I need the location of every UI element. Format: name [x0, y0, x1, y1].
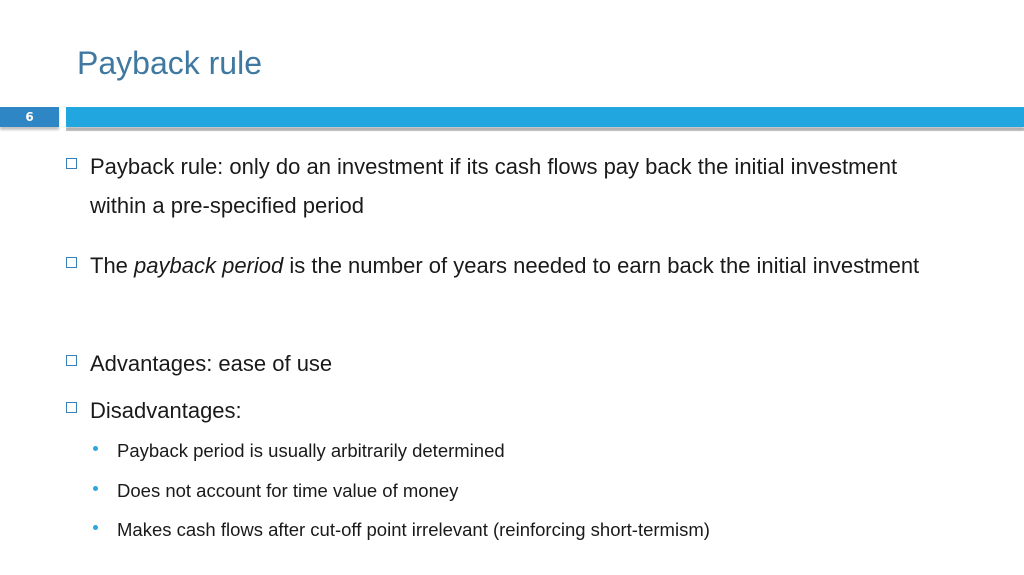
sub-bullet-item: Payback period is usually arbitrarily determined: [117, 440, 505, 461]
slide-number-box: [0, 107, 59, 127]
bullet-item: [90, 246, 920, 285]
bullet-item: Disadvantages:: [90, 398, 242, 423]
square-bullet-icon: [66, 402, 77, 413]
dot-bullet-icon: [93, 446, 98, 451]
square-bullet-icon: [66, 158, 77, 169]
sub-bullet-item: Does not account for time value of money: [117, 480, 459, 501]
sub-bullet-item: Makes cash flows after cut-off point irrelevant (reinforcing short-termism): [117, 519, 710, 540]
bullet-text: The: [90, 253, 135, 278]
emphasized-term: payback period: [134, 253, 284, 278]
header-shadow-line: [66, 128, 1024, 131]
bullet-item: Advantages: ease of use: [90, 351, 333, 376]
dot-bullet-icon: [93, 525, 98, 530]
square-bullet-icon: [66, 257, 77, 268]
header-accent-bar: [66, 107, 1024, 127]
slide-number: 6: [25, 110, 34, 124]
square-bullet-icon: [66, 355, 77, 366]
slide-title: Payback rule: [77, 45, 262, 81]
bullet-item: Payback rule: only do an investment if its cash flows pay back the initial investment within a pre-specified period: [90, 154, 898, 218]
dot-bullet-icon: [93, 486, 98, 491]
header-bar-gap: [59, 107, 66, 130]
bullet-text: is the number of years needed to earn back the initial investment: [283, 253, 920, 278]
